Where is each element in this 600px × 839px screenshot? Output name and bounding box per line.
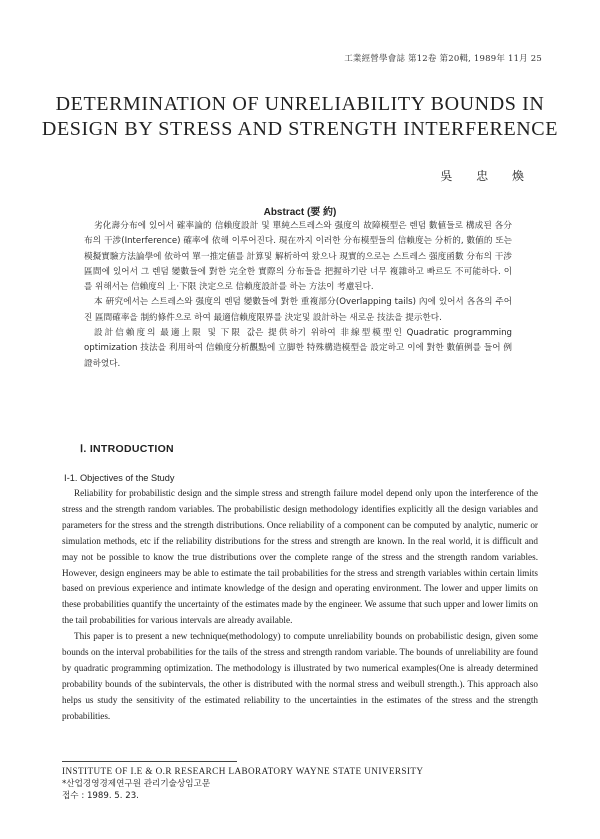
footnote-received-date: 접수 : 1989. 5. 23.	[62, 791, 139, 801]
section-heading: Ⅰ. INTRODUCTION	[80, 443, 174, 455]
abstract-paragraph: 設計信賴度의 最適上限 및 下限 값은 提供하기 위하여 非線型模型인 Quadratic programming optimization 技法을 利用하여 信賴度分析觀點에 立脚한 特殊構造模型을 設定하고 이에 對한 數値例를 들어 例證하였다.	[84, 328, 512, 369]
running-header: 工業經營學會誌 第12卷 第20輯, 1989年 11月 25	[344, 54, 542, 64]
subsection-heading: Ⅰ-1. Objectives of the Study	[64, 473, 175, 483]
title-line-2: DESIGN BY STRESS AND STRENGTH INTERFERENCE	[41, 118, 559, 140]
author-name: 吳 忠 煥	[440, 169, 534, 183]
body-paragraph: This paper is to present a new technique(methodology) to compute unreliability bounds on probabilistic design, given some bounds on the interval probabilities for the tails of the stress and strength random variable. The bounds of unreliability are found by quadratic programming optimization. The methodology is illustrated by two numerical examples(One is already determined probability bounds of the subintervals, the other is distributed with the normal stress and weibull strength.). This approach also helps us study the sensitivity of the estimated reliability to the uncertainties in the estimates of the stress and the strength probabilities.	[62, 631, 538, 721]
footnote-rule	[62, 761, 237, 762]
abstract-paragraph: 劣化壽分布에 있어서 確率論的 信賴度設計 및 單純스트레스와 强度의 故障模型은 렌덤 數値들로 構成된 各分布의 干涉(Interference) 確率에 依해 이루어진다. 現在까지 이러한 分布模型들의 信賴度는 分析的, 數値的 또는 模擬實驗方法論學에 依하여 單一推定値를 計算및 解析하여 왔으나 現實的으로는 스트레스 强度函數 分布의 干涉區間에 있어서 그 렌덤 變數들에 對한 完全한 實際의 分布들을 把握하기란 너무 複雜하고 빠르도 不可能하다. 이를 위해서는 信賴度의 上·下限 決定으로 信賴度設計를 하는 方法이 考慮된다.	[84, 221, 512, 293]
paper-title	[40, 92, 560, 142]
footnote-affiliation: INSTITUTE OF I.E & O.R RESEARCH LABORATORY WAYNE STATE UNIVERSITY	[62, 766, 424, 776]
footnote-korean-affiliation: *산업경영경제연구원 관리기술상임고문	[62, 778, 211, 789]
title-line-1: DETERMINATION OF UNRELIABILITY BOUNDS IN	[55, 93, 545, 115]
abstract-paragraph: 本 硏究에서는 스트레스와 强度의 렌덤 變數들에 對한 重複部分(Overlapping tails) 內에 있어서 各各의 주어진 區間確率을 制約條件으로 하여 最適信賴度限界를 決定및 設計하는 새로운 技法을 提示한다.	[84, 297, 512, 323]
abstract-body	[84, 219, 512, 372]
abstract-heading: Abstract (要 約)	[263, 207, 337, 218]
footnote	[62, 765, 423, 803]
introduction-body	[62, 486, 538, 725]
body-paragraph: Reliability for probabilistic design and the simple stress and strength failure model depend only upon the interference of the stress and the strength random variables. The probabilistic design methodology identifies explicitly all the design variables and parameters for the stress and the strength distributions. Once reliability of a component can be computed by analytic, numeric or simulation methods, etc if the reliability distributions for the stress and strength are known. In the real world, it is difficult and may not be possible to know the true distributions over the complete range of the stress and the strength random variables. However, design engineers may be able to estimate the tail probabilities for the stress and strength variables within certain limits based on previous experience and intimate knowledge of the design and operating environment. The lower and upper limits on these probabilities quantify the uncertainty of the estimates made by the engineer. We assume that such upper and lower limits on the tail probabilities for various intervals are already available.	[62, 488, 538, 626]
